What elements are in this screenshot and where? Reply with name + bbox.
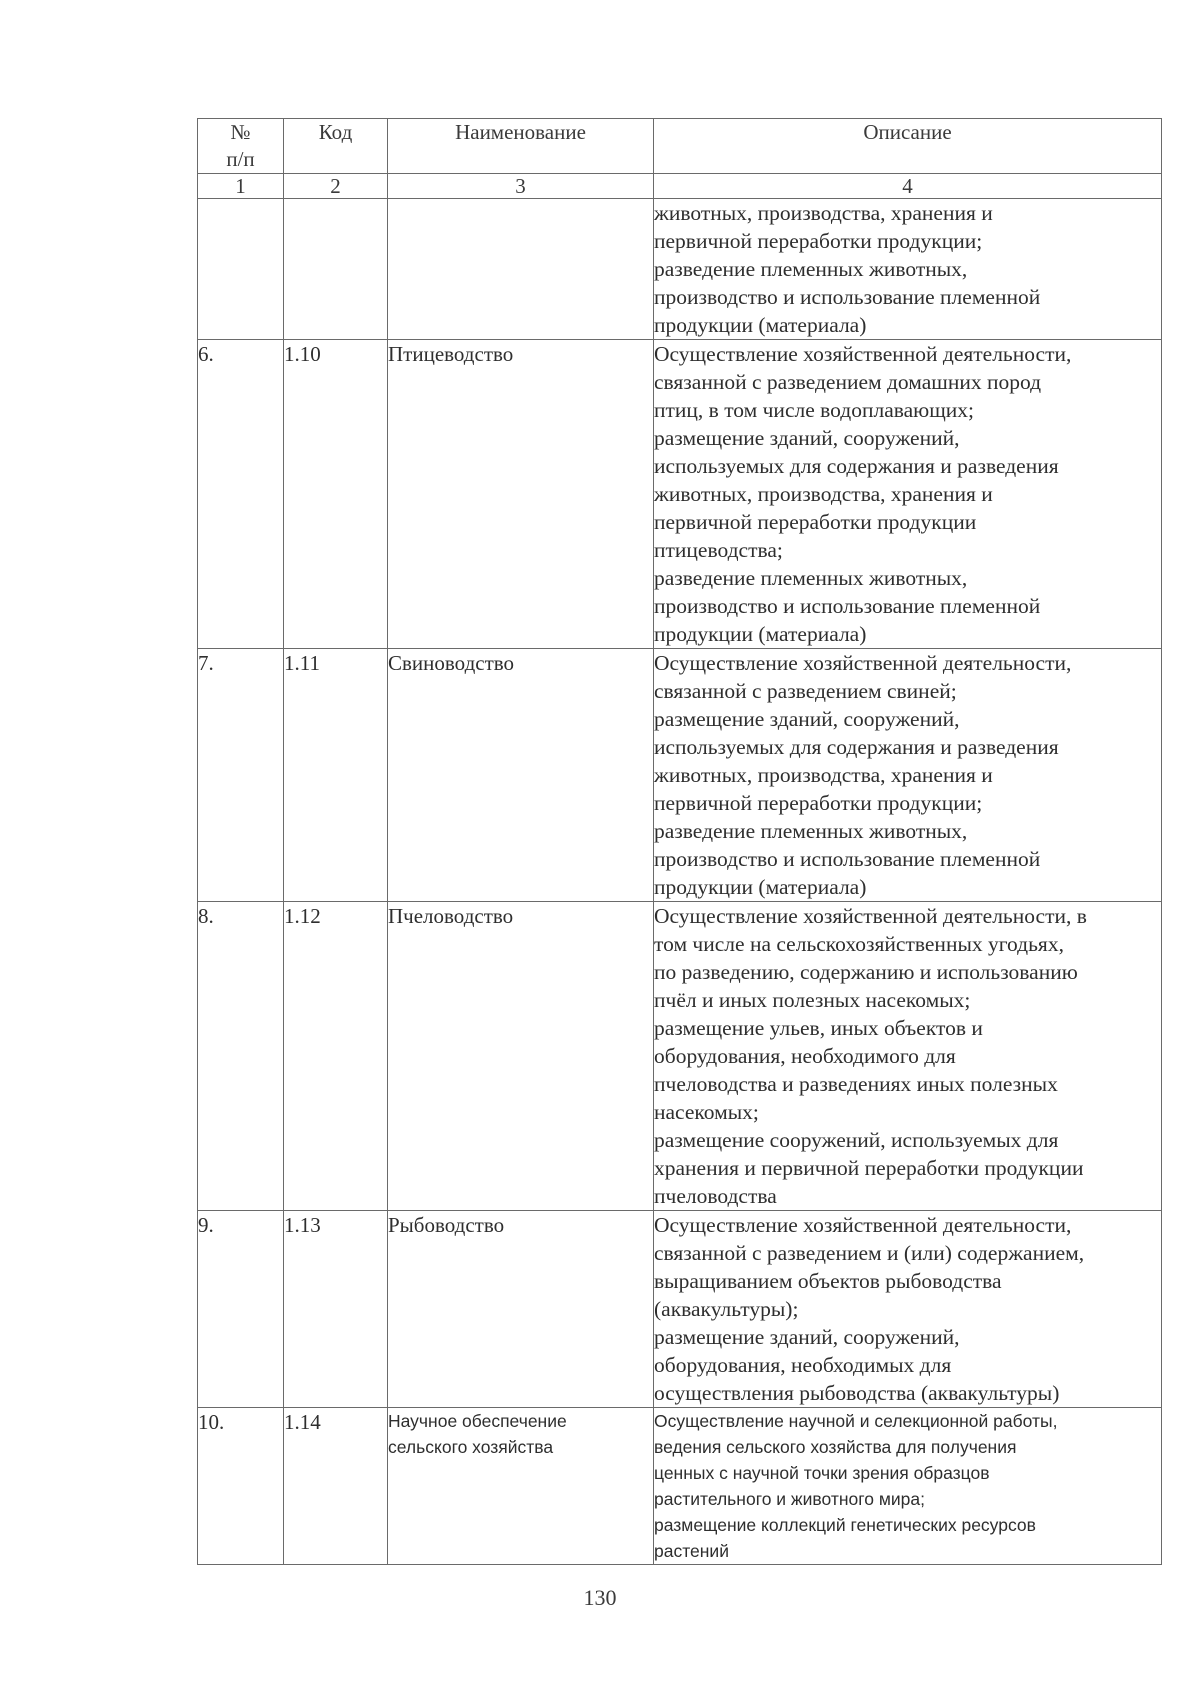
- row-description-line: оборудования, необходимых для: [654, 1353, 952, 1377]
- row-description-line: выращиванием объектов рыбоводства: [654, 1269, 1002, 1293]
- row-description-line: Осуществление хозяйственной деятельности,: [654, 342, 1072, 366]
- row-description-line: животных, производства, хранения и: [654, 201, 993, 225]
- row-description: [654, 902, 1162, 1211]
- row-description-line: связанной с разведением свиней;: [654, 679, 957, 703]
- row-number: 7.: [198, 649, 284, 902]
- row-description-line: хранения и первичной переработки продукции: [654, 1156, 1084, 1180]
- row-description-line: продукции (материала): [654, 313, 867, 337]
- row-number: 6.: [198, 340, 284, 649]
- row-description-line: растительного и животного мира;: [654, 1489, 926, 1509]
- table-row: [198, 199, 1162, 340]
- row-name: [388, 1211, 654, 1408]
- column-number: 1: [198, 174, 284, 199]
- row-description-line: связанной с разведением домашних пород: [654, 370, 1042, 394]
- row-description-line: размещение зданий, сооружений,: [654, 426, 960, 450]
- row-description-line: том числе на сельскохозяйственных угодьях,: [654, 932, 1064, 956]
- row-description-line: размещение зданий, сооружений,: [654, 1325, 960, 1349]
- row-code: 1.12: [284, 902, 388, 1211]
- table-row: [198, 649, 1162, 902]
- row-description-line: Осуществление хозяйственной деятельности,: [654, 651, 1072, 675]
- row-name: [388, 340, 654, 649]
- row-description-line: пчеловодства: [654, 1184, 777, 1208]
- row-description-line: Осуществление научной и селекционной работы,: [654, 1411, 1058, 1431]
- header-description: Описание: [654, 119, 1162, 174]
- header-number-line-1: №: [230, 120, 251, 144]
- table-header-row: [198, 119, 1162, 174]
- row-number: 9.: [198, 1211, 284, 1408]
- land-use-table: [197, 118, 1162, 1565]
- row-code: [284, 199, 388, 340]
- row-name-line: Пчеловодство: [388, 904, 514, 928]
- row-description-line: производство и использование племенной: [654, 285, 1041, 309]
- row-description-line: птицеводства;: [654, 538, 783, 562]
- row-description-line: пчеловодства и разведениях иных полезных: [654, 1072, 1058, 1096]
- row-description-line: птиц, в том числе водоплавающих;: [654, 398, 974, 422]
- row-description-line: размещение коллекций генетических ресурсов: [654, 1515, 1036, 1535]
- row-code: 1.11: [284, 649, 388, 902]
- row-description-line: производство и использование племенной: [654, 847, 1041, 871]
- row-name: [388, 902, 654, 1211]
- row-description: [654, 199, 1162, 340]
- header-number-line-2: п/п: [226, 147, 255, 171]
- row-description: [654, 1408, 1162, 1565]
- row-description-line: осуществления рыбоводства (аквакультуры): [654, 1381, 1060, 1405]
- row-name-line: Свиноводство: [388, 651, 515, 675]
- row-number: 10.: [198, 1408, 284, 1565]
- row-description-line: животных, производства, хранения и: [654, 482, 993, 506]
- row-description-line: ведения сельского хозяйства для получения: [654, 1437, 1017, 1457]
- row-number: [198, 199, 284, 340]
- header-number: [198, 119, 284, 174]
- column-number: 3: [388, 174, 654, 199]
- row-description-line: (аквакультуры);: [654, 1297, 799, 1321]
- row-description-line: связанной с разведением и (или) содержанием,: [654, 1241, 1085, 1265]
- row-description-line: первичной переработки продукции;: [654, 791, 983, 815]
- row-description-line: оборудования, необходимого для: [654, 1044, 956, 1068]
- row-description-line: Осуществление хозяйственной деятельности, в: [654, 904, 1087, 928]
- row-description-line: по разведению, содержанию и использованию: [654, 960, 1078, 984]
- row-name: [388, 1408, 654, 1565]
- row-description-line: насекомых;: [654, 1100, 759, 1124]
- row-description-line: животных, производства, хранения и: [654, 763, 993, 787]
- row-description-line: ценных с научной точки зрения образцов: [654, 1463, 990, 1483]
- row-description-line: продукции (материала): [654, 875, 867, 899]
- row-name: [388, 199, 654, 340]
- row-description-line: Осуществление хозяйственной деятельности,: [654, 1213, 1072, 1237]
- page-number: 130: [583, 1585, 617, 1610]
- row-description-line: производство и использование племенной: [654, 594, 1041, 618]
- row-name: [388, 649, 654, 902]
- row-name-line: Научное обеспечение: [388, 1411, 567, 1431]
- header-name: Наименование: [388, 119, 654, 174]
- row-description-line: разведение племенных животных,: [654, 566, 968, 590]
- row-description-line: размещение сооружений, используемых для: [654, 1128, 1059, 1152]
- row-description-line: первичной переработки продукции: [654, 510, 977, 534]
- column-number: 4: [654, 174, 1162, 199]
- row-number: 8.: [198, 902, 284, 1211]
- row-description-line: пчёл и иных полезных насекомых;: [654, 988, 971, 1012]
- column-number-row: [198, 174, 1162, 199]
- row-description-line: первичной переработки продукции;: [654, 229, 983, 253]
- row-description-line: размещение ульев, иных объектов и: [654, 1016, 983, 1040]
- row-description: [654, 340, 1162, 649]
- row-description-line: размещение зданий, сооружений,: [654, 707, 960, 731]
- header-code: Код: [284, 119, 388, 174]
- row-code: 1.14: [284, 1408, 388, 1565]
- row-code: 1.13: [284, 1211, 388, 1408]
- row-description-line: разведение племенных животных,: [654, 257, 968, 281]
- row-description: [654, 649, 1162, 902]
- row-description: [654, 1211, 1162, 1408]
- row-description-line: растений: [654, 1541, 729, 1561]
- table-row: [198, 340, 1162, 649]
- row-description-line: используемых для содержания и разведения: [654, 735, 1059, 759]
- row-description-line: продукции (материала): [654, 622, 867, 646]
- table-body: [198, 199, 1162, 1565]
- row-code: 1.10: [284, 340, 388, 649]
- table-row: [198, 902, 1162, 1211]
- table-row: [198, 1408, 1162, 1565]
- row-name-line: Птицеводство: [388, 342, 514, 366]
- row-name-line: сельского хозяйства: [388, 1437, 554, 1457]
- row-name-line: Рыбоводство: [388, 1213, 505, 1237]
- table-row: [198, 1211, 1162, 1408]
- column-number: 2: [284, 174, 388, 199]
- row-description-line: разведение племенных животных,: [654, 819, 968, 843]
- row-description-line: используемых для содержания и разведения: [654, 454, 1059, 478]
